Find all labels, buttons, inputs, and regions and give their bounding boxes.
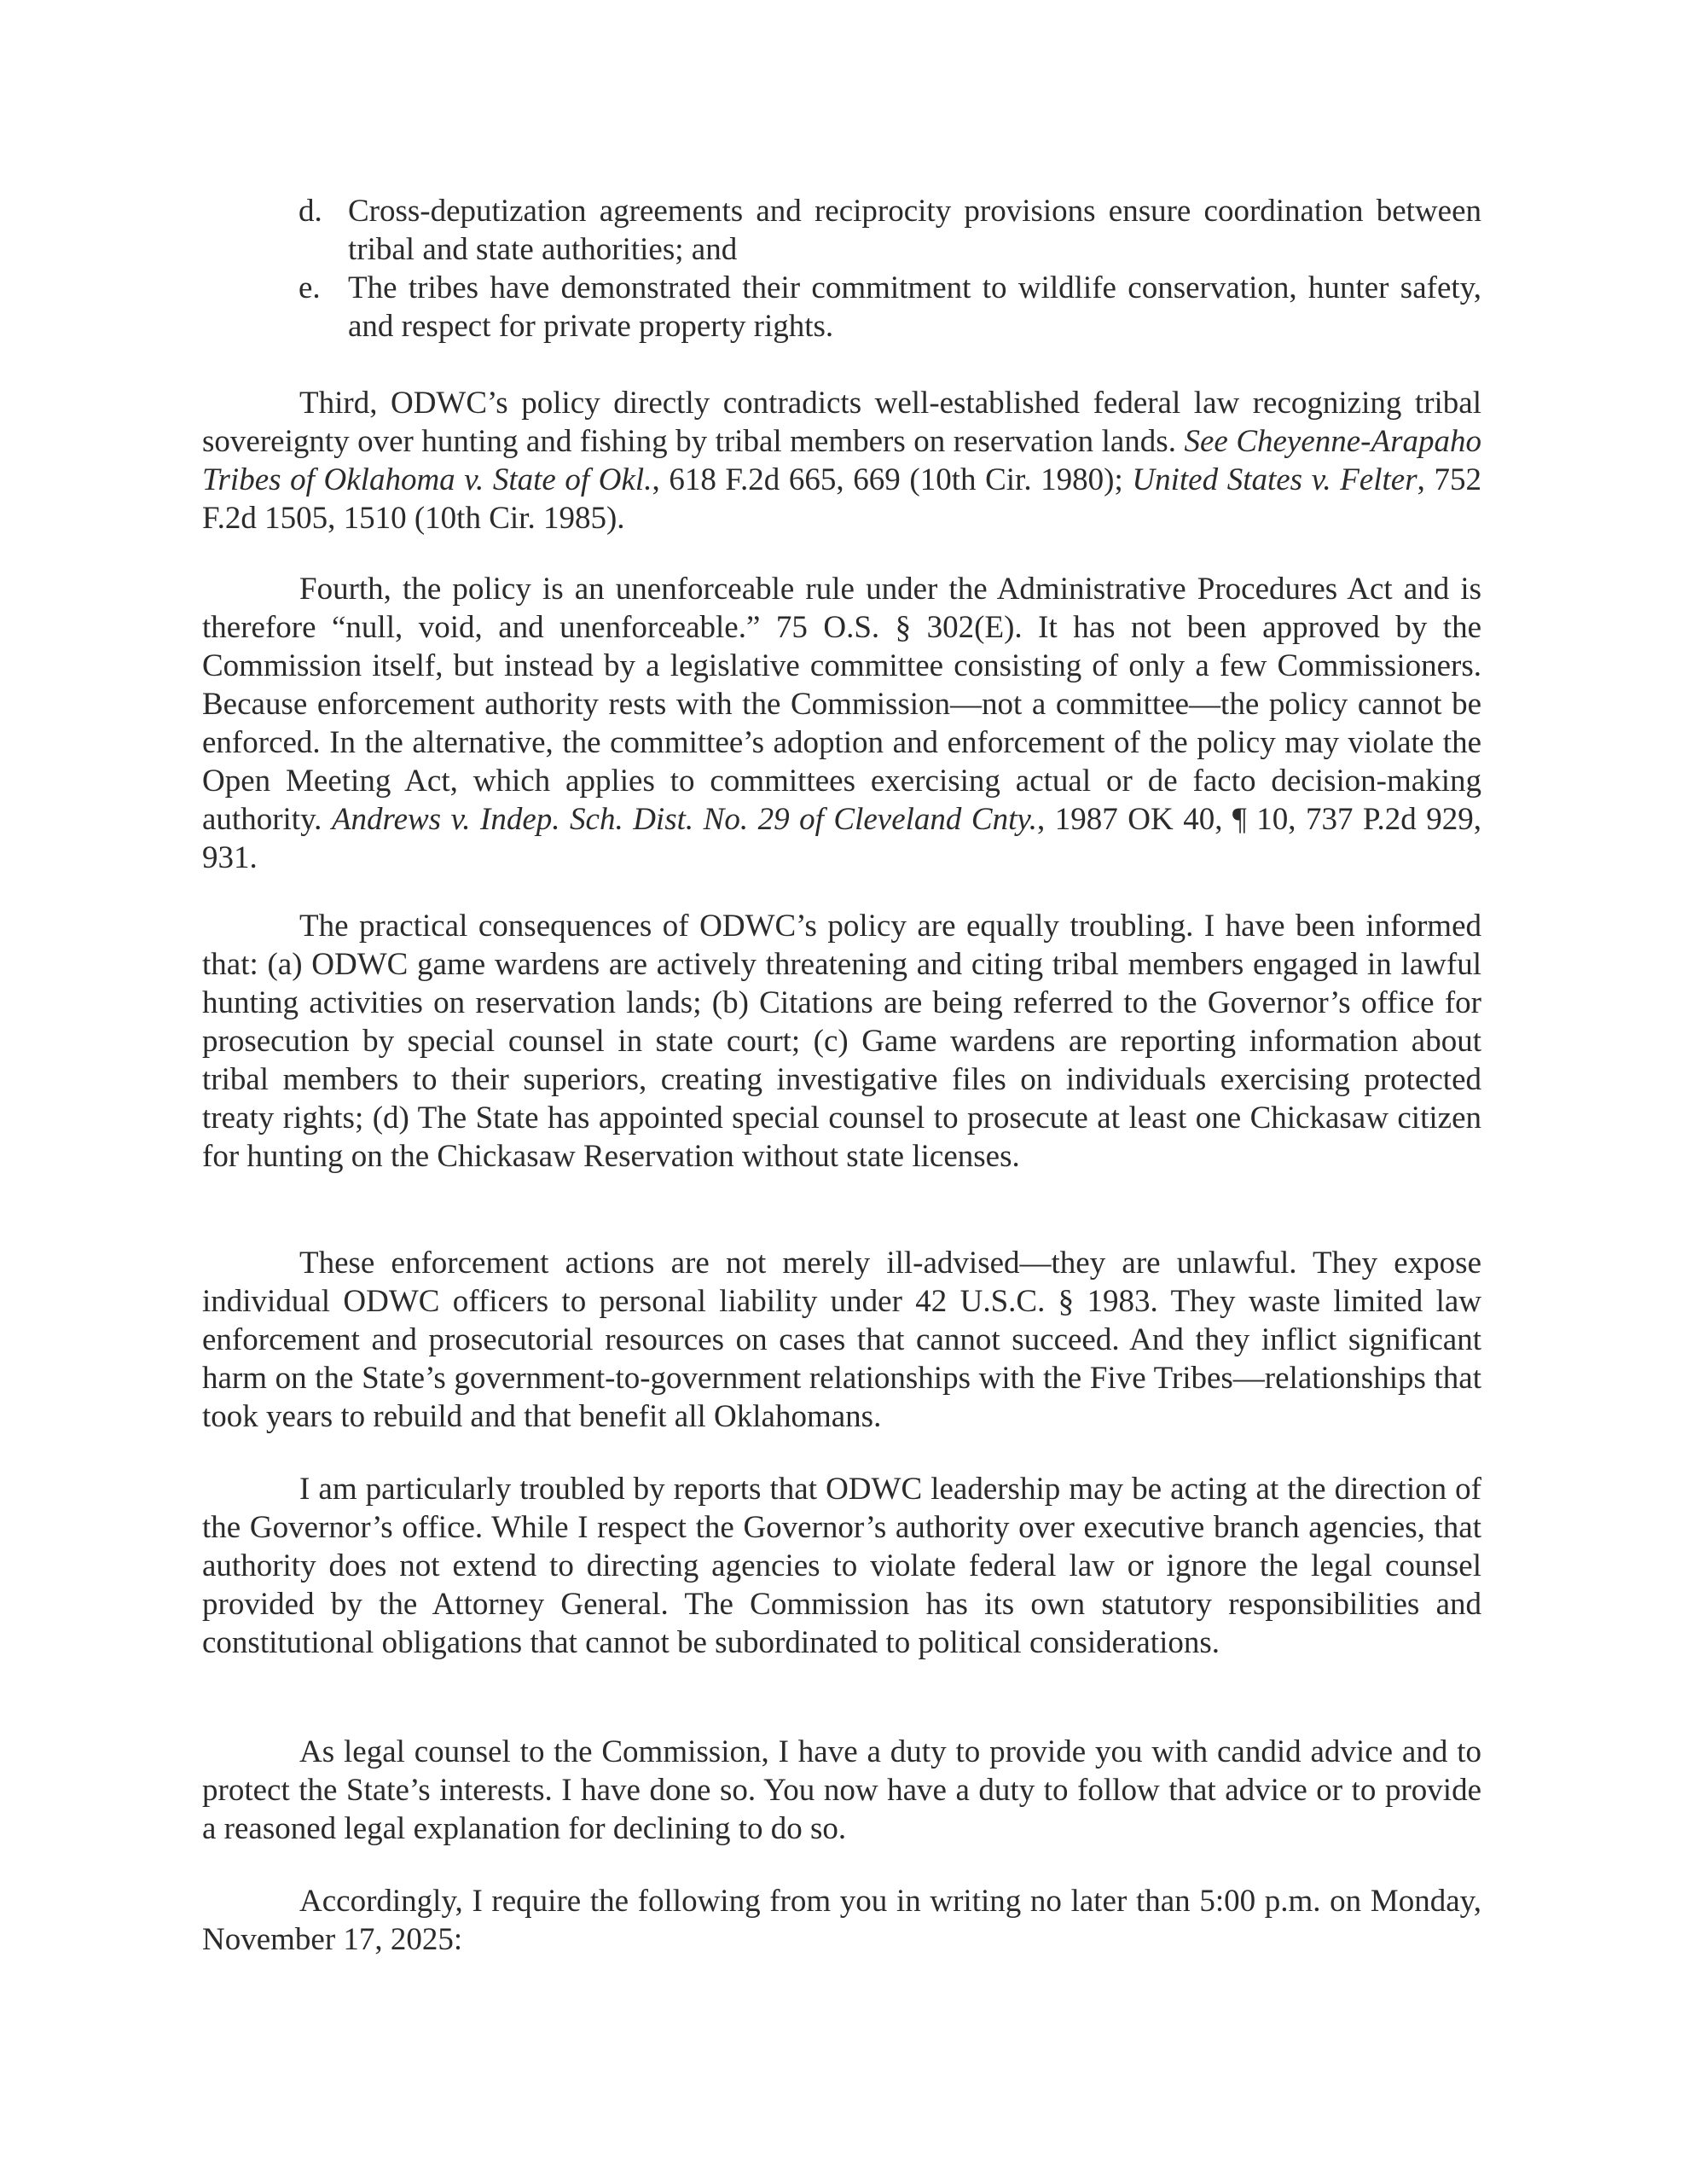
list-item-text: The tribes have demonstrated their commitment to wildlife conservation, hunter safety, and respect for private property rights. xyxy=(348,270,1481,344)
case-name: Andrews v. Indep. Sch. Dist. No. 29 of Cleveland Cnty. xyxy=(331,802,1037,837)
list-item-d xyxy=(299,192,1481,269)
paragraph-third xyxy=(202,384,1481,537)
paragraph-requirements-deadline: Accordingly, I require the following from you in writing no later than 5:00 p.m. on Monday, November 17, 2025: xyxy=(202,1884,1481,1957)
list-marker: e. xyxy=(299,270,321,305)
paragraph-legal-counsel: As legal counsel to the Commission, I have a duty to provide you with candid advice and to protect the State’s interests. I have done so. You now have a duty to follow that advice or to provide a reasoned legal explanation for declining to do so. xyxy=(202,1734,1481,1846)
list-marker: d. xyxy=(299,194,322,229)
enumerated-list xyxy=(299,192,1481,346)
paragraph-text: Third, ODWC’s policy directly contradicts well-established federal law recognizing tribal sovereignty over hunting and fishing by tribal members on reservation lands. xyxy=(202,386,1481,459)
case-name: Cheyenne-Arapaho Tribes of Oklahoma v. State of Okl. xyxy=(202,424,1482,497)
case-name: United States v. Felter xyxy=(1132,462,1417,497)
paragraph-text: Fourth, the policy is an unenforceable rule under the Administrative Procedures Act and is therefore “null, void, and unenforceable.” 75 O.S. § 302(E). It has not been approved by the Commission itself, but instead by a legislative committee consisting of only a few Commissioners. Because enforcement authority rests with the Commission—not a committee—the policy cannot be enforced. In the alternative, the committee’s adoption and enforcement of the policy may violate the Open Meeting Act, which applies to committees exercising actual or de facto decision-making authority. xyxy=(202,572,1481,837)
citation: , 618 F.2d 665, 669 (10th Cir. 1980); xyxy=(652,462,1133,497)
citation-signal: See xyxy=(1184,424,1228,459)
paragraph-governor-direction: I am particularly troubled by reports that ODWC leadership may be acting at the direction of the Governor’s office. While I respect the Governor’s authority over executive branch agencies, that authority does not extend to directing agencies to violate federal law or ignore the legal counsel provided by the Attorney General. The Commission has its own statutory responsibilities and constitutional obligations that cannot be subordinated to political considerations. xyxy=(202,1472,1481,1660)
paragraph-fourth xyxy=(202,570,1481,877)
citation: , 752 F.2d 1505, 1510 (10th Cir. 1985). xyxy=(202,462,1481,536)
list-item-e xyxy=(299,269,1481,346)
citation: , 1987 OK 40, ¶ 10, 737 P.2d 929, 931. xyxy=(202,802,1482,875)
list-item-text: Cross-deputization agreements and reciprocity provisions ensure coordination between tribal and state authorities; and xyxy=(348,194,1481,267)
paragraph-practical-consequences: The practical consequences of ODWC’s policy are equally troubling. I have been informed that: (a) ODWC game wardens are actively threatening and citing tribal members engaged in lawful hunting activities on reservation lands; (b) Citations are being referred to the Governor’s office for prosecution by special counsel in state court; (c) Game wardens are reporting information about tribal members to their superiors, creating investigative files on individuals exercising protected treaty rights; (d) The State has appointed special counsel to prosecute at least one Chickasaw citizen for hunting on the Chickasaw Reservation without state licenses. xyxy=(202,909,1481,1174)
paragraph-enforcement-actions: These enforcement actions are not merely ill-advised—they are unlawful. They expose individual ODWC officers to personal liability under 42 U.S.C. § 1983. They waste limited law enforcement and prosecutorial resources on cases that cannot succeed. And they inflict significant harm on the State’s government-to-government relationships with the Five Tribes—relationships that took years to rebuild and that benefit all Oklahomans. xyxy=(202,1246,1481,1434)
